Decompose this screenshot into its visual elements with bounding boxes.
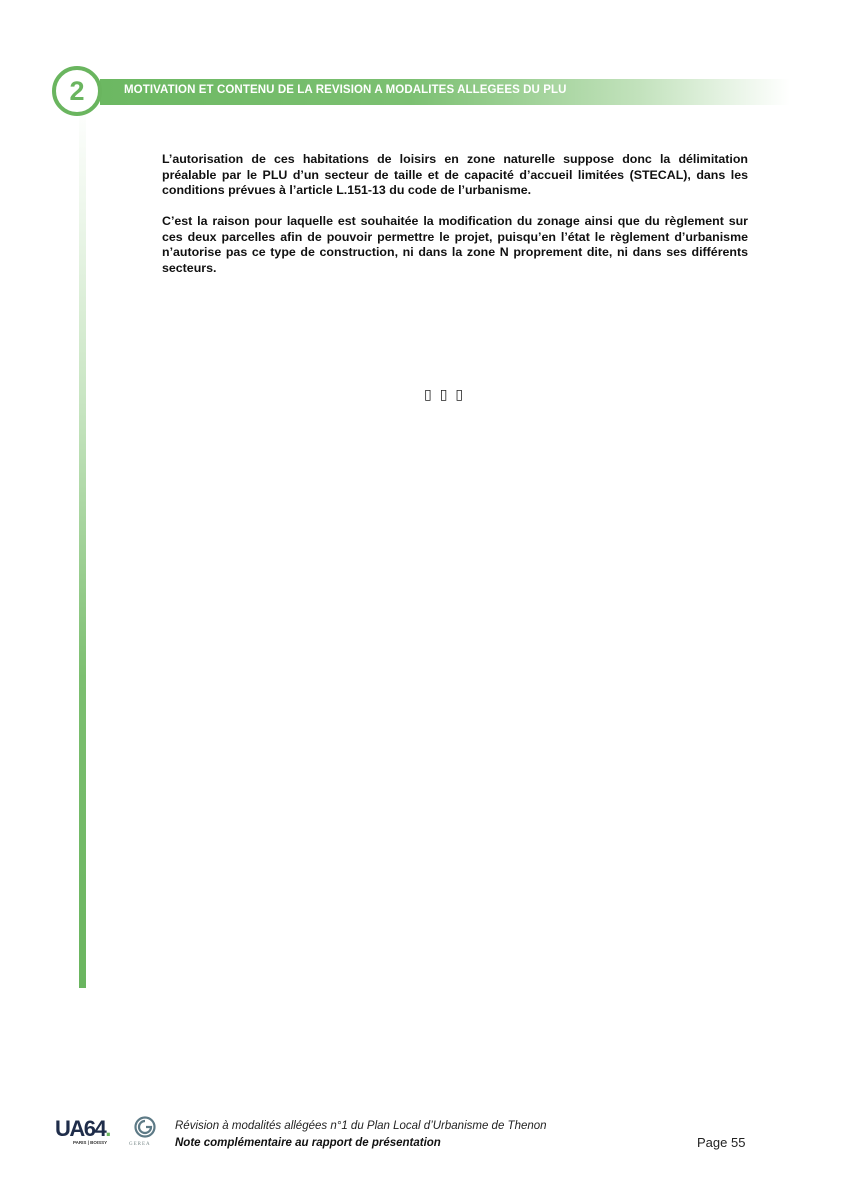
ua64-logo-subtitle: PARIS | BOISSY — [73, 1140, 108, 1145]
footer-document-title: Révision à modalités allégées n°1 du Plan Local d’Urbanisme de Thenon — [175, 1120, 547, 1132]
left-margin-rule — [79, 100, 86, 988]
body-paragraph-2: C’est la raison pour laquelle est souhaitée la modification du zonage ainsi que du règlement sur ces deux parcelles afin de pouvoir permettre le projet, puisqu’en l’état le règlement d’urbanisme n’autorise pas ce type de construction, ni dans la zone N proprement dite, ni dans ses différents secteurs. — [162, 214, 748, 275]
section-title: MOTIVATION ET CONTENU DE LA REVISION A MODALITES ALLEGEES DU PLU — [124, 84, 567, 96]
page-number: Page 55 — [697, 1135, 746, 1150]
ua64-logo — [55, 1116, 110, 1142]
footer-logos — [55, 1116, 165, 1152]
gerea-logo-icon — [134, 1116, 156, 1138]
ua64-logo-dot: . — [105, 1116, 110, 1141]
separator-glyphs: ▯▯▯ — [424, 387, 472, 403]
gerea-logo-label: GEREA — [129, 1142, 151, 1147]
section-number: 2 — [69, 76, 85, 106]
ua64-logo-text: UA64 — [55, 1116, 106, 1141]
footer-document-subtitle: Note complémentaire au rapport de présentation — [175, 1137, 441, 1149]
body-paragraph-1: L’autorisation de ces habitations de loisirs en zone naturelle suppose donc la délimitation préalable par le PLU d’un secteur de taille et de capacité d’accueil limitées (STECAL), dans les conditions prévues à l’article L.151-13 du code de l’urbanisme. — [162, 152, 748, 198]
